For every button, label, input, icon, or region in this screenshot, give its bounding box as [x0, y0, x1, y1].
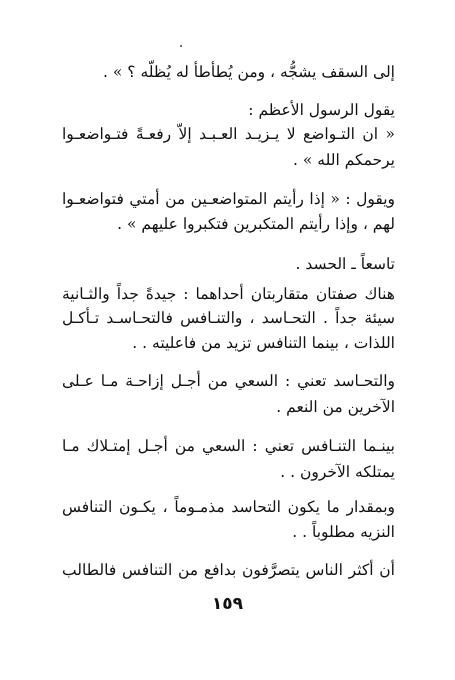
text-line-6: لهم ، وإذا رأيتم المتكبرين فتكبروا عليهم » . — [117, 215, 395, 233]
text-line-12: الآخرين من النعم . — [276, 398, 395, 416]
text-line-2: يقول الرسول الأعظم : — [248, 101, 395, 119]
text-line-10: اللذات ، بينما التنافس تزيد من فاعليته . . — [132, 334, 395, 352]
text-line-4: يرحمكم الله » . — [293, 151, 395, 169]
page-number: ١٥٩ — [211, 594, 244, 614]
text-line-1: إلى السقف يشجُّه ، ومن يُطأطأ له يُظلّه ؟ » . — [103, 63, 395, 81]
text-line-13: بينـما التنـافس تعني : السعي من أجـل إمتـلاك مـا — [62, 437, 395, 455]
text-line-3: « ان التـواضع لا يـزيـد العـبـد إلاّ رفعـةً فتـواضعـوا — [62, 125, 395, 143]
text-line-17: أن أكثر الناس يتصرَّفون بدافع من التنافس فالطالب — [62, 561, 395, 579]
text-line-15: وبمقدار ما يكون التحاسد مذمـوماً ، يكـون التنافس — [62, 498, 395, 516]
text-line-11: والتحـاسد تعني : السعي من أجـل إزاحـة مـا عـلى — [62, 372, 395, 390]
text-line-8: هناك صفتان متقاربتان أحداهما : جيدةً جداً والثـانية — [62, 285, 395, 303]
section-heading: تاسعاً ـ الحسد . — [295, 255, 395, 273]
text-line-14: يمتلكه الآخرون . . — [280, 463, 395, 481]
text-line-9: سيئة جداً . التحـاسد ، والتنـافس فالتحـاسـد تـأكـل — [62, 309, 395, 327]
text-line-16: النزيه مطلوباً . . — [292, 523, 395, 541]
text-line-5: ويقول : « إذا رأيتم المتواضعـين من أمتي فتواضعـوا — [62, 190, 395, 208]
ink-speck — [180, 45, 182, 47]
